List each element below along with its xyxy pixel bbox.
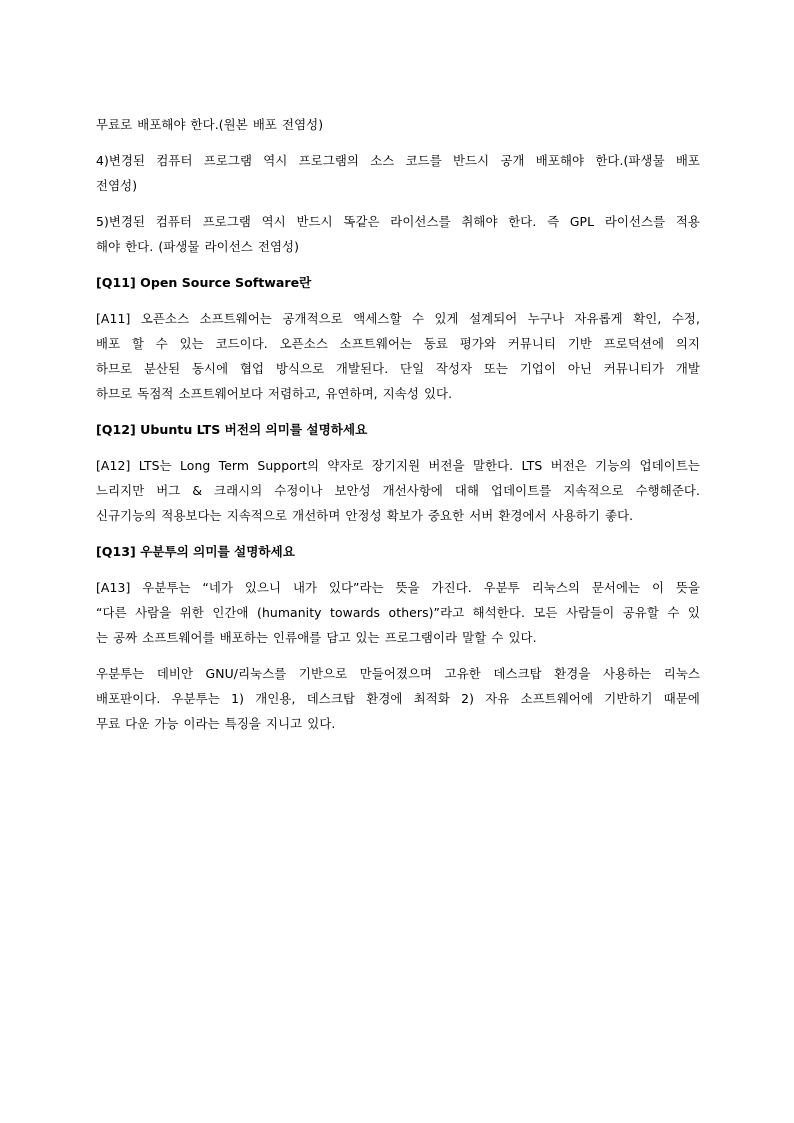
paragraph-a11 bbox=[96, 306, 700, 406]
text-line: 배포판이다. 우분투는 1) 개인용, 데스크탑 환경에 최적화 2) 자유 소프트웨어에 기반하기 때문에 bbox=[96, 691, 700, 706]
paragraph-rule-5 bbox=[96, 209, 700, 259]
paragraph-original-distribution bbox=[96, 112, 700, 137]
text-line: 5)변경된 컴퓨터 프로그램 역시 반드시 똑같은 라이선스를 취해야 한다. 즉 GPL 라이선스를 적용 bbox=[96, 214, 700, 229]
text-line: 배포 할 수 있는 코드이다. 오픈소스 소프트웨어는 동료 평가와 커뮤니티 기반 프로덕션에 의지 bbox=[96, 336, 700, 351]
heading-text: [Q12] Ubuntu LTS 버전의 의미를 설명하세요 bbox=[96, 422, 368, 437]
heading-q11 bbox=[96, 270, 700, 295]
paragraph-a12 bbox=[96, 453, 700, 528]
text-line: “다른 사람을 위한 인간애 (humanity towards others)”라고 해석한다. 모든 사람들이 공유할 수 있 bbox=[96, 605, 700, 620]
paragraph-ubuntu-description bbox=[96, 661, 700, 736]
text-line: 하므로 독점적 소프트웨어보다 저렴하고, 유연하며, 지속성 있다. bbox=[96, 386, 453, 401]
text-line: [A12] LTS는 Long Term Support의 약자로 장기지원 버전을 말한다. LTS 버전은 기능의 업데이트는 bbox=[96, 458, 700, 473]
text-line: 우분투는 데비안 GNU/리눅스를 기반으로 만들어졌으며 고유한 데스크탑 환경을 사용하는 리눅스 bbox=[96, 666, 700, 681]
heading-q12 bbox=[96, 417, 700, 442]
text-line: 하므로 분산된 동시에 협업 방식으로 개발된다. 단일 작성자 또는 기업이 아닌 커뮤니티가 개발 bbox=[96, 361, 700, 376]
paragraph-rule-4 bbox=[96, 148, 700, 198]
text-line: [A11] 오픈소스 소프트웨어는 공개적으로 액세스할 수 있게 설계되어 누구나 자유롭게 확인, 수정, bbox=[96, 311, 700, 326]
text-line: 느리지만 버그 & 크래시의 수정이나 보안성 개선사항에 대해 업데이트를 지속적으로 수행해준다. bbox=[96, 483, 700, 498]
heading-text: [Q13] 우분투의 의미를 설명하세요 bbox=[96, 544, 295, 559]
document-page bbox=[96, 112, 700, 747]
text-line: [A13] 우분투는 “네가 있으니 내가 있다”라는 뜻을 가진다. 우분투 리눅스의 문서에는 이 뜻을 bbox=[96, 580, 700, 595]
text-line: 해야 한다. (파생물 라이선스 전염성) bbox=[96, 239, 300, 254]
paragraph-a13 bbox=[96, 575, 700, 650]
text-line: 무료 다운 가능 이라는 특징을 지니고 있다. bbox=[96, 716, 336, 731]
text-line: 신규기능의 적용보다는 지속적으로 개선하며 안정성 확보가 중요한 서버 환경에서 사용하기 좋다. bbox=[96, 508, 634, 523]
heading-q13 bbox=[96, 539, 700, 564]
text-line: 무료로 배포해야 한다.(원본 배포 전염성) bbox=[96, 117, 324, 132]
text-line: 는 공짜 소프트웨어를 배포하는 인류애를 담고 있는 프로그램이라 말할 수 있다. bbox=[96, 630, 537, 645]
text-line: 4)변경된 컴퓨터 프로그램 역시 프로그램의 소스 코드를 반드시 공개 배포해야 한다.(파생물 배포 bbox=[96, 153, 700, 168]
heading-text: [Q11] Open Source Software란 bbox=[96, 275, 312, 290]
text-line: 전염성) bbox=[96, 178, 138, 193]
